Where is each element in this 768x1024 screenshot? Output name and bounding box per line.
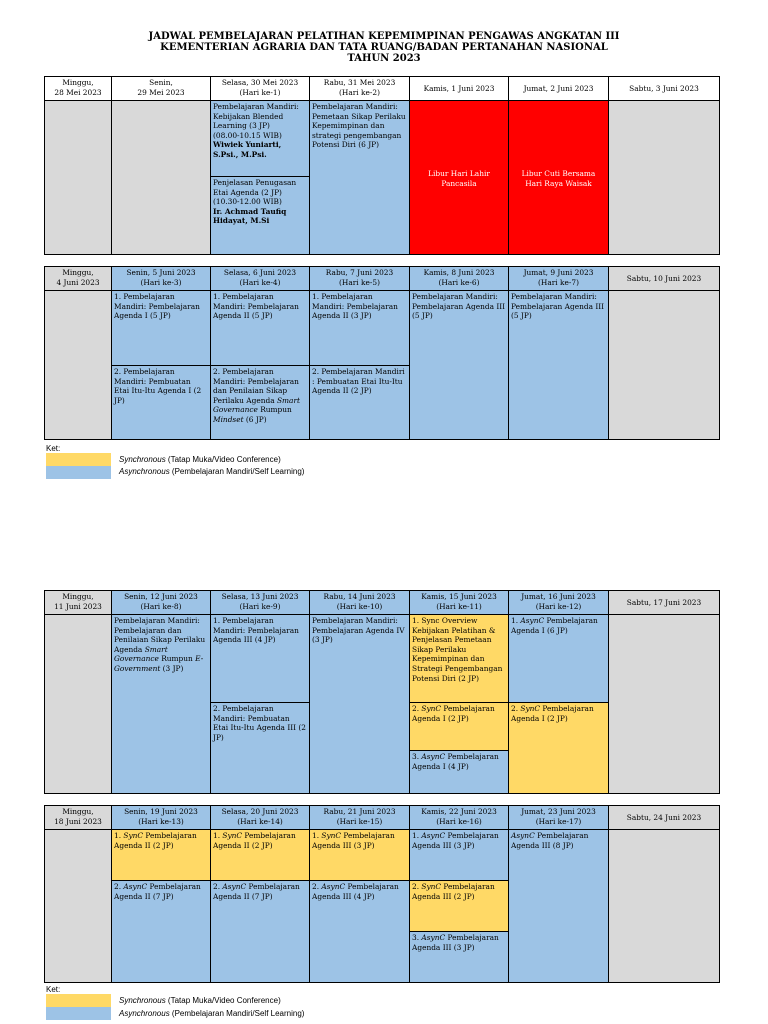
week1-mon-cell bbox=[111, 100, 211, 255]
session-text-italic: Smart Governance bbox=[213, 395, 300, 415]
week4-tue-session-1: 1. SynC Pembelajaran Agenda II (2 JP) bbox=[210, 829, 310, 881]
week2-header-tue: Selasa, 6 Juni 2023 (Hari ke-4) bbox=[210, 266, 310, 291]
week1-header-thu: Kamis, 1 Juni 2023 bbox=[409, 76, 509, 101]
week4-wed-session-2: 2. AsynC Pembelajaran Agenda III (4 JP) bbox=[309, 880, 410, 983]
week2-sun-cell bbox=[44, 290, 112, 440]
week3-thu-session-3: 3. AsynC Pembelajaran Agenda I (4 JP) bbox=[409, 750, 509, 794]
week4-sat-cell bbox=[608, 829, 720, 983]
week4-header-tue: Selasa, 20 Juni 2023 (Hari ke-14) bbox=[210, 805, 310, 830]
week3-thu-session-1: 1. Sync Overview Kebijakan Pelatihan & Penjelasan Pemetaan Sikap Perilaku Kepemimpinan dan Strategi Pengembangan Potensi Diri (2 JP) bbox=[409, 614, 509, 703]
week4-header-wed: Rabu, 21 Juni 2023 (Hari ke-15) bbox=[309, 805, 410, 830]
legend-async-text: Asynchronous (Pembelajaran Mandiri/Self Learning) bbox=[119, 467, 305, 476]
week3-fri-session-2: 2. SynC Pembelajaran Agenda I (2 JP) bbox=[508, 702, 609, 794]
week1-sat-cell bbox=[608, 100, 720, 255]
week4-mon-session-2: 2. AsynC Pembelajaran Agenda II (7 JP) bbox=[111, 880, 211, 983]
week2-header-fri: Jumat, 9 Juni 2023 (Hari ke-7) bbox=[508, 266, 609, 291]
legend-ket-label: Ket: bbox=[46, 985, 61, 994]
legend-sync-swatch bbox=[46, 453, 111, 466]
legend-async-swatch bbox=[46, 466, 111, 479]
week2-header-thu: Kamis, 8 Juni 2023 (Hari ke-6) bbox=[409, 266, 509, 291]
week1-header-mon: Senin, 29 Mei 2023 bbox=[111, 76, 211, 101]
week1-header-sun: Minggu, 28 Mei 2023 bbox=[44, 76, 112, 101]
week4-tue-session-2: 2. AsynC Pembelajaran Agenda II (7 JP) bbox=[210, 880, 310, 983]
week4-header-fri: Jumat, 23 Juni 2023 (Hari ke-17) bbox=[508, 805, 609, 830]
week3-tue-session-2: 2. Pembelajaran Mandiri: Pembuatan Etai Itu-Itu Agenda III (2 JP) bbox=[210, 702, 310, 794]
holiday-label: Libur Hari Lahir Pancasila bbox=[428, 169, 490, 188]
week3-header-sun: Minggu, 11 Juni 2023 bbox=[44, 590, 112, 615]
holiday-label: Libur Cuti Bersama Hari Raya Waisak bbox=[521, 169, 596, 188]
week4-thu-session-3: 3. AsynC Pembelajaran Agenda III (3 JP) bbox=[409, 931, 509, 983]
week1-fri-holiday bbox=[508, 100, 609, 255]
session-text-italic: Mindset bbox=[213, 414, 244, 424]
week3-wed-session: Pembelajaran Mandiri: Pembelajaran Agenda IV (3 JP) bbox=[309, 614, 410, 794]
week3-fri-session-1: 1. AsynC Pembelajaran Agenda I (6 JP) bbox=[508, 614, 609, 703]
week2-mon-session-1: 1. Pembelajaran Mandiri: Pembelajaran Agenda I (5 JP) bbox=[111, 290, 211, 366]
week3-tue-session-1: 1. Pembelajaran Mandiri: Pembelajaran Agenda III (4 JP) bbox=[210, 614, 310, 703]
week4-header-sun: Minggu, 18 Juni 2023 bbox=[44, 805, 112, 830]
session-text: (6 JP) bbox=[243, 414, 267, 424]
week1-tue-session-1 bbox=[210, 100, 310, 177]
week2-mon-session-2: 2. Pembelajaran Mandiri: Pembuatan Etai Itu-Itu Agenda I (2 JP) bbox=[111, 365, 211, 440]
week4-fri-session: AsynC Pembelajaran Agenda III (8 JP) bbox=[508, 829, 609, 983]
week2-wed-session-1: 1. Pembelajaran Mandiri: Pembelajaran Agenda II (3 JP) bbox=[309, 290, 410, 366]
week3-sun-cell bbox=[44, 614, 112, 794]
week3-header-fri: Jumat, 16 Juni 2023 (Hari ke-12) bbox=[508, 590, 609, 615]
document-title-line1: JADWAL PEMBELAJARAN PELATIHAN KEPEMIMPINAN PENGAWAS ANGKATAN III bbox=[148, 31, 620, 42]
week1-wed-session: Pembelajaran Mandiri: Pemetaan Sikap Perilaku Kepemimpinan dan strategi pengembangan Potensi Diri (6 JP) bbox=[309, 100, 410, 255]
week4-sun-cell bbox=[44, 829, 112, 983]
legend-ket-label: Ket: bbox=[46, 444, 61, 453]
week4-mon-session-1: 1. SynC Pembelajaran Agenda II (2 JP) bbox=[111, 829, 211, 881]
week4-thu-session-2: 2. SynC Pembelajaran Agenda III (2 JP) bbox=[409, 880, 509, 932]
week3-header-sat: Sabtu, 17 Juni 2023 bbox=[608, 590, 720, 615]
week3-header-tue: Selasa, 13 Juni 2023 (Hari ke-9) bbox=[210, 590, 310, 615]
instructor-name: Ir. Achmad Taufiq Hidayat, M.Si bbox=[213, 206, 287, 226]
session-text: Penjelasan Penugasan Etai Agenda (2 JP) (10.30-12.00 WIB) bbox=[213, 178, 297, 207]
week2-wed-session-2: 2. Pembelajaran Mandiri : Pembuatan Etai Itu-Itu Agenda II (2 JP) bbox=[309, 365, 410, 440]
week2-fri-session: Pembelajaran Mandiri: Pembelajaran Agenda III (5 JP) bbox=[508, 290, 609, 440]
legend-async-swatch bbox=[46, 1007, 111, 1020]
legend-sync-text: Synchronous (Tatap Muka/Video Conference) bbox=[119, 455, 281, 464]
week3-sat-cell bbox=[608, 614, 720, 794]
legend-sync-swatch bbox=[46, 994, 111, 1007]
week1-sun-cell bbox=[44, 100, 112, 255]
session-text: Rumpun bbox=[257, 405, 292, 415]
week4-header-sat: Sabtu, 24 Juni 2023 bbox=[608, 805, 720, 830]
session-text: 2. Pembelajaran Mandiri: Pembelajaran dan Penilaian Sikap Perilaku Agenda bbox=[213, 367, 299, 405]
session-text: Pembelajaran Mandiri: Kebijakan Blended Learning (3 JP) (08.00-10.15 WIB) bbox=[213, 102, 299, 140]
week3-header-mon: Senin, 12 Juni 2023 (Hari ke-8) bbox=[111, 590, 211, 615]
week1-tue-session-2 bbox=[210, 176, 310, 255]
week2-tue-session-2 bbox=[210, 365, 310, 440]
week2-header-mon: Senin, 5 Juni 2023 (Hari ke-3) bbox=[111, 266, 211, 291]
week4-header-thu: Kamis, 22 Juni 2023 (Hari ke-16) bbox=[409, 805, 509, 830]
week4-header-mon: Senin, 19 Juni 2023 (Hari ke-13) bbox=[111, 805, 211, 830]
document-title-line2: KEMENTERIAN AGRARIA DAN TATA RUANG/BADAN PERTANAHAN NASIONAL bbox=[160, 42, 608, 53]
week1-header-wed: Rabu, 31 Mei 2023 (Hari ke-2) bbox=[309, 76, 410, 101]
document-title-line3: TAHUN 2023 bbox=[347, 53, 421, 64]
instructor-name: Wiwiek Yuniarti, S.Psi., M.Psi. bbox=[213, 140, 282, 159]
legend-async-text: Asynchronous (Pembelajaran Mandiri/Self Learning) bbox=[119, 1009, 305, 1018]
week3-thu-session-2: 2. SynC Pembelajaran Agenda I (2 JP) bbox=[409, 702, 509, 751]
week4-wed-session-1: 1. SynC Pembelajaran Agenda III (3 JP) bbox=[309, 829, 410, 881]
week2-header-sun: Minggu, 4 Juni 2023 bbox=[44, 266, 112, 291]
week3-mon-session: Pembelajaran Mandiri: Pembelajaran dan Penilaian Sikap Perilaku Agenda Smart Governance Rumpun E-Government (3 JP) bbox=[111, 614, 211, 794]
legend-sync-text: Synchronous (Tatap Muka/Video Conference) bbox=[119, 996, 281, 1005]
week1-header-sat: Sabtu, 3 Juni 2023 bbox=[608, 76, 720, 101]
week2-tue-session-1: 1. Pembelajaran Mandiri: Pembelajaran Agenda II (5 JP) bbox=[210, 290, 310, 366]
week4-thu-session-1: 1. AsynC Pembelajaran Agenda III (3 JP) bbox=[409, 829, 509, 881]
week3-header-thu: Kamis, 15 Juni 2023 (Hari ke-11) bbox=[409, 590, 509, 615]
week2-header-sat: Sabtu, 10 Juni 2023 bbox=[608, 266, 720, 291]
week1-header-tue: Selasa, 30 Mei 2023 (Hari ke-1) bbox=[210, 76, 310, 101]
week2-header-wed: Rabu, 7 Juni 2023 (Hari ke-5) bbox=[309, 266, 410, 291]
week2-sat-cell bbox=[608, 290, 720, 440]
week3-header-wed: Rabu, 14 Juni 2023 (Hari ke-10) bbox=[309, 590, 410, 615]
week1-header-fri: Jumat, 2 Juni 2023 bbox=[508, 76, 609, 101]
week1-thu-holiday bbox=[409, 100, 509, 255]
week2-thu-session: Pembelajaran Mandiri: Pembelajaran Agenda III (5 JP) bbox=[409, 290, 509, 440]
